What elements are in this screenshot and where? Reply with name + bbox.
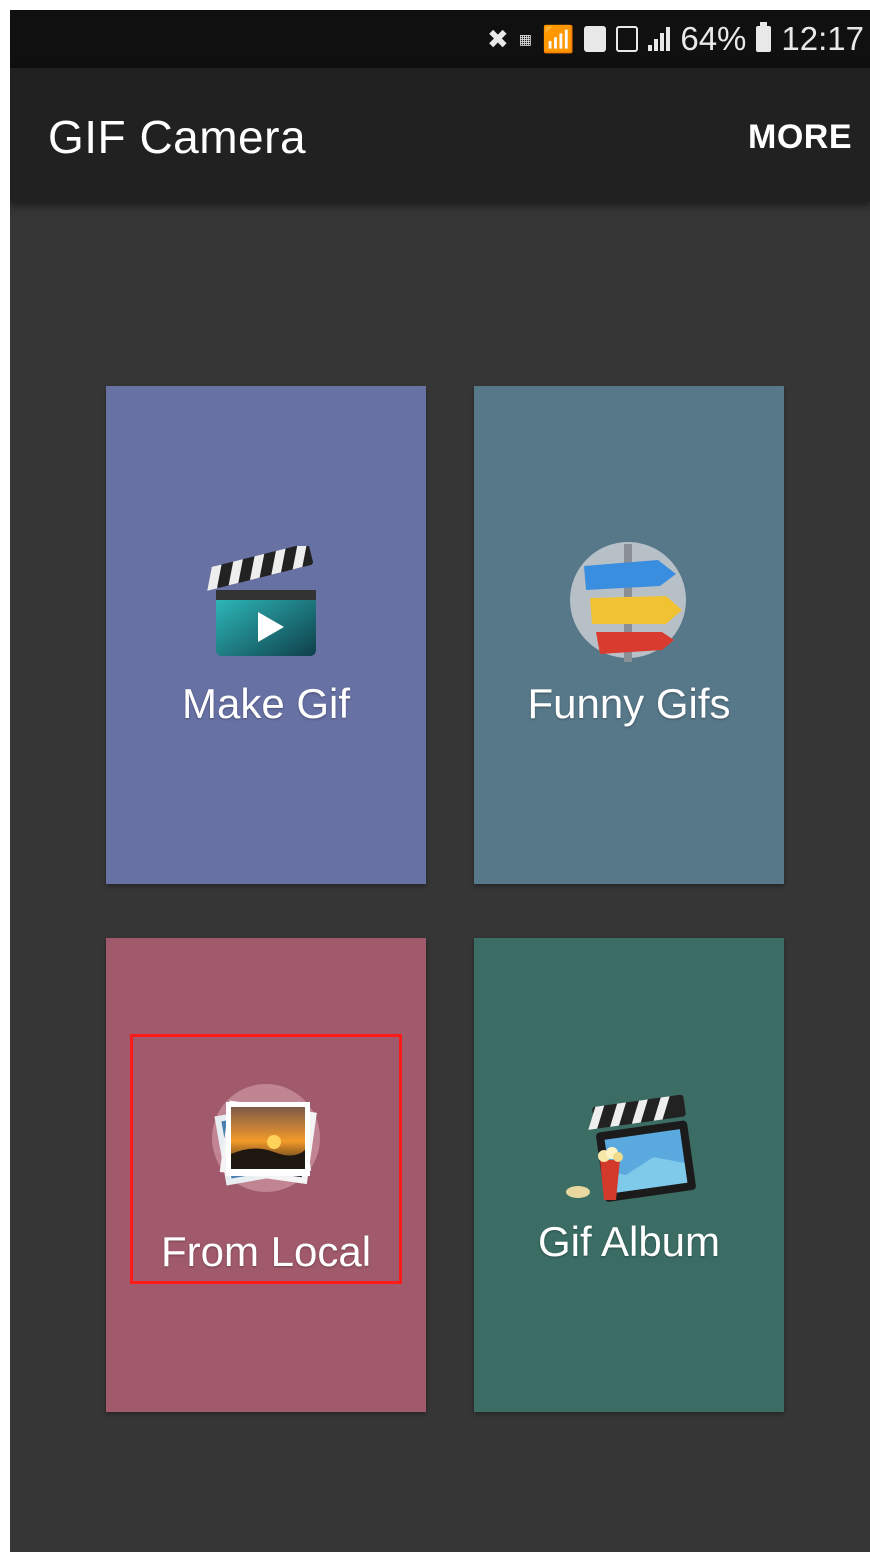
battery-icon <box>756 26 771 52</box>
clapperboard-popcorn-icon <box>562 1088 702 1212</box>
make-gif-tile[interactable] <box>106 386 426 884</box>
photo-stack-icon <box>204 1082 328 1198</box>
from-local-label: From Local <box>160 1228 372 1275</box>
signal-icon <box>648 27 670 51</box>
status-icons <box>487 10 864 68</box>
wifi-icon: 📶 <box>541 24 575 54</box>
gallery-notification-icon <box>616 26 638 52</box>
phone-screen <box>10 10 870 1552</box>
app-bar <box>10 68 870 202</box>
gif-album-tile[interactable] <box>474 938 784 1412</box>
from-local-tile[interactable] <box>106 938 426 1412</box>
signpost-icon <box>566 536 692 666</box>
make-gif-label: Make Gif <box>181 680 351 727</box>
mute-vibrate-icon: ✖ <box>486 24 509 54</box>
nfc-icon <box>584 26 606 52</box>
more-button[interactable]: MORE <box>748 118 852 156</box>
status-time: 12:17 <box>781 20 864 57</box>
funny-gifs-label: Funny Gifs <box>527 680 731 727</box>
gif-album-label: Gif Album <box>537 1218 721 1265</box>
battery-percent: 64% <box>680 20 747 57</box>
clapperboard-play-icon <box>206 546 326 666</box>
funny-gifs-tile[interactable] <box>474 386 784 884</box>
status-bar <box>10 10 870 68</box>
volte-icon: ▦ <box>518 31 532 47</box>
app-title: GIF Camera <box>48 111 307 163</box>
